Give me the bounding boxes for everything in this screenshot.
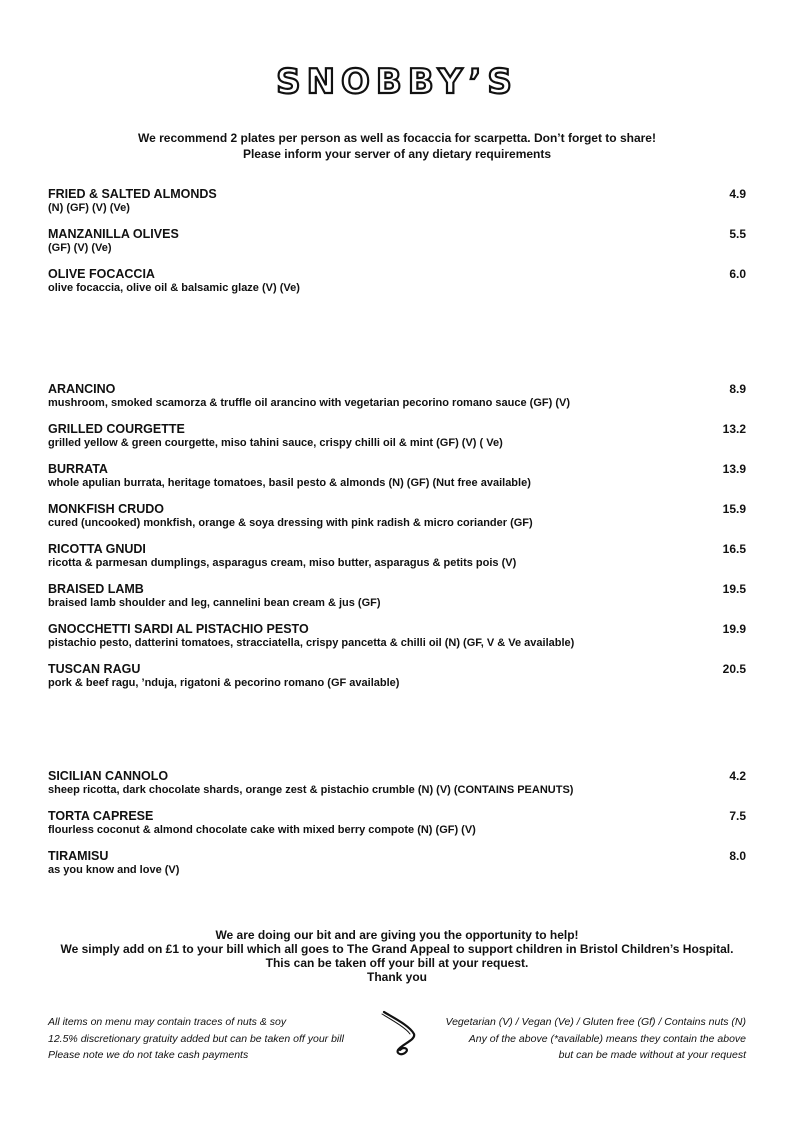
item-price: 5.5 xyxy=(729,227,746,241)
charity-line: We simply add on £1 to your bill which all goes to The Grand Appeal to support children in Bristol Children’s Hospital. xyxy=(60,942,734,956)
item-price: 16.5 xyxy=(722,542,746,556)
item-name: BURRATA xyxy=(48,462,108,476)
footer-note: All items on menu may contain traces of nuts & soy xyxy=(48,1016,287,1028)
item-description: (GF) (V) (Ve) xyxy=(48,242,112,254)
item-description: cured (uncooked) monkfish, orange & soya dressing with pink radish & micro coriander (GF) xyxy=(48,517,533,529)
item-description: pork & beef ragu, ’nduja, rigatoni & pecorino romano (GF available) xyxy=(48,677,400,689)
menu-item xyxy=(48,382,746,410)
item-price: 7.5 xyxy=(729,809,746,823)
item-name: ARANCINO xyxy=(48,382,116,396)
item-price: 6.0 xyxy=(729,267,746,281)
item-price: 19.9 xyxy=(722,622,746,636)
footer-notes-left xyxy=(48,1014,388,1064)
item-description: as you know and love (V) xyxy=(48,864,180,876)
item-name: GNOCCHETTI SARDI AL PISTACHIO PESTO xyxy=(48,622,309,636)
item-description: pistachio pesto, datterini tomatoes, stracciatella, crispy pancetta & chilli oil (N) (GF, V & Ve available) xyxy=(48,637,575,649)
item-name: FRIED & SALTED ALMONDS xyxy=(48,187,217,201)
item-name: MONKFISH CRUDO xyxy=(48,502,164,516)
footer-note: Please note we do not take cash payments xyxy=(48,1049,249,1061)
item-price: 8.0 xyxy=(729,849,746,863)
item-description: olive focaccia, olive oil & balsamic glaze (V) (Ve) xyxy=(48,282,300,294)
menu-item xyxy=(48,662,746,690)
footer-notes-right xyxy=(406,1014,746,1064)
item-name: OLIVE FOCACCIA xyxy=(48,267,155,281)
menu-item xyxy=(48,462,746,490)
menu-item xyxy=(48,227,746,255)
item-description: braised lamb shoulder and leg, cannelini bean cream & jus (GF) xyxy=(48,597,381,609)
item-name: RICOTTA GNUDI xyxy=(48,542,146,556)
menu-item xyxy=(48,187,746,215)
charity-line: We are doing our bit and are giving you the opportunity to help! xyxy=(215,928,579,942)
restaurant-logo: SNOBBY’S xyxy=(276,62,518,102)
item-description: mushroom, smoked scamorza & truffle oil arancino with vegetarian pecorino romano sauce (GF) (V) xyxy=(48,397,570,409)
item-name: BRAISED LAMB xyxy=(48,582,144,596)
item-name: MANZANILLA OLIVES xyxy=(48,227,179,241)
item-name: TUSCAN RAGU xyxy=(48,662,141,676)
menu-item xyxy=(48,502,746,530)
charity-line: This can be taken off your bill at your request. xyxy=(265,956,529,970)
charity-line: Thank you xyxy=(366,970,427,984)
intro-line: Please inform your server of any dietary requirements xyxy=(242,147,552,161)
charity-notice xyxy=(0,928,794,984)
item-price: 19.5 xyxy=(722,582,746,596)
item-price: 13.2 xyxy=(722,422,746,436)
item-name: GRILLED COURGETTE xyxy=(48,422,185,436)
menu-item xyxy=(48,769,746,797)
dietary-note: but can be made without at your request xyxy=(558,1049,746,1061)
dietary-note: Any of the above (*available) means they contain the above xyxy=(468,1032,746,1045)
item-price: 4.2 xyxy=(729,769,746,783)
item-description: ricotta & parmesan dumplings, asparagus cream, miso butter, asparagus & petits pois (V) xyxy=(48,557,517,569)
item-name: TIRAMISU xyxy=(48,849,109,863)
item-description: whole apulian burrata, heritage tomatoes, basil pesto & almonds (N) (GF) (Nut free available) xyxy=(48,477,531,489)
item-price: 13.9 xyxy=(722,462,746,476)
item-description: sheep ricotta, dark chocolate shards, orange zest & pistachio crumble (N) (V) (CONTAINS PEANUTS) xyxy=(48,784,574,796)
menu-item xyxy=(48,582,746,610)
item-price: 15.9 xyxy=(722,502,746,516)
item-name: SICILIAN CANNOLO xyxy=(48,769,169,783)
menu-item xyxy=(48,267,746,295)
item-price: 8.9 xyxy=(729,382,746,396)
footer-note: 12.5% discretionary gratuity added but can be taken off your bill xyxy=(48,1032,344,1045)
item-price: 4.9 xyxy=(729,187,746,201)
item-description: (N) (GF) (V) (Ve) xyxy=(48,202,130,214)
item-description: grilled yellow & green courgette, miso tahini sauce, crispy chilli oil & mint (GF) (V) ( Ve) xyxy=(48,437,503,449)
menu-item xyxy=(48,809,746,837)
menu-item xyxy=(48,849,746,877)
menu-item xyxy=(48,542,746,570)
item-description: flourless coconut & almond chocolate cake with mixed berry compote (N) (GF) (V) xyxy=(48,824,476,836)
dietary-key: Vegetarian (V) / Vegan (Ve) / Gluten free (Gf) / Contains nuts (N) xyxy=(445,1016,746,1028)
intro-text xyxy=(0,130,794,162)
item-price: 20.5 xyxy=(722,662,746,676)
intro-line: We recommend 2 plates per person as well as focaccia for scarpetta. Don’t forget to share! xyxy=(138,131,656,145)
menu-item xyxy=(48,422,746,450)
item-name: TORTA CAPRESE xyxy=(48,809,154,823)
menu-item xyxy=(48,622,746,650)
